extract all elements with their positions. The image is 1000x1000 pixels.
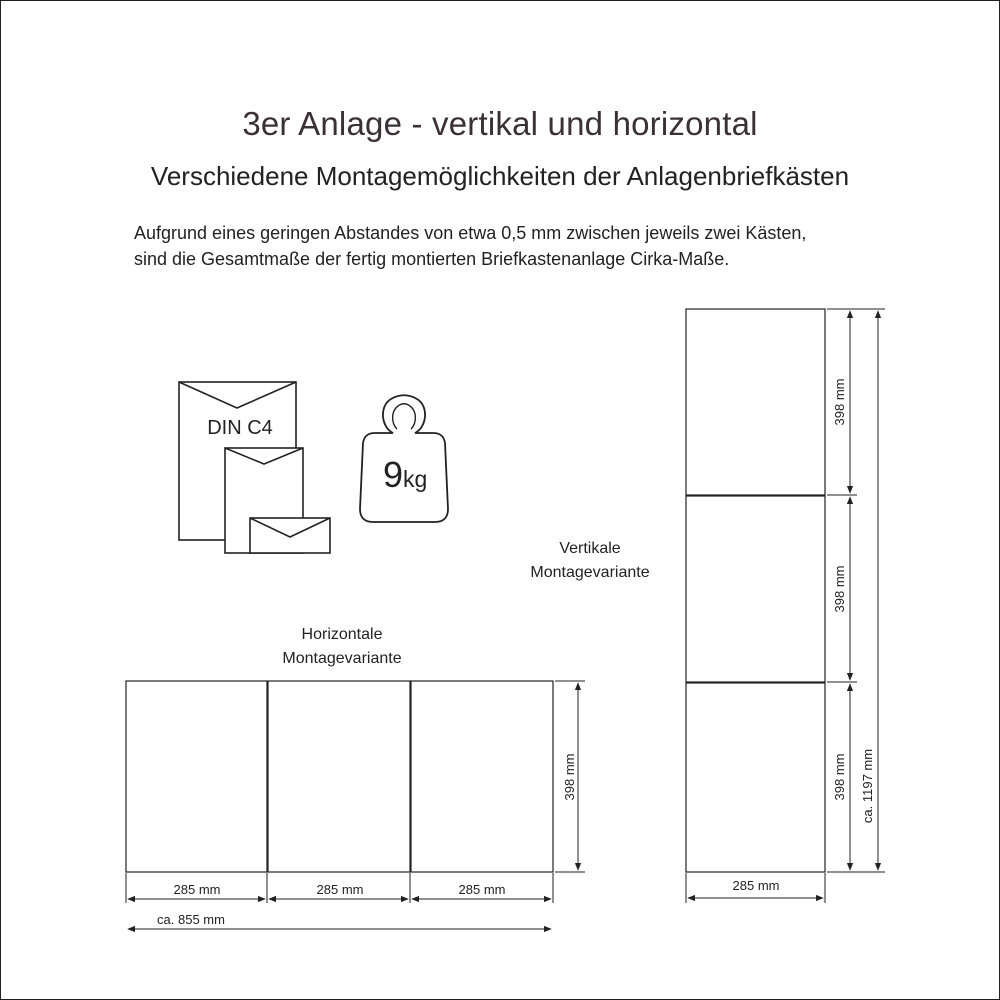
horizontal-label-line-2: Montagevariante bbox=[282, 650, 402, 667]
diagram-canvas bbox=[1, 1, 999, 999]
vertical-label-line-2: Montagevariante bbox=[530, 564, 650, 581]
envelope-label: DIN C4 bbox=[207, 417, 273, 439]
vertical-box-2 bbox=[686, 496, 825, 682]
horizontal-total-width-label: ca. 855 mm bbox=[157, 912, 225, 927]
vertical-box-1 bbox=[686, 309, 825, 495]
weight-unit: kg bbox=[403, 466, 428, 492]
horizontal-width-label-3: 285 mm bbox=[458, 882, 506, 897]
page-title: 3er Anlage - vertikal und horizontal bbox=[242, 105, 758, 142]
info-note-line-2: sind die Gesamtmaße der fertig montierten Briefkastenanlage Cirka-Maße. bbox=[134, 249, 730, 269]
page-subtitle: Verschiedene Montagemöglichkeiten der Anlagenbriefkästen bbox=[150, 161, 850, 191]
vertical-box-3 bbox=[686, 683, 825, 872]
weight-icon bbox=[360, 395, 448, 522]
horizontal-width-label-2: 285 mm bbox=[316, 882, 364, 897]
vertical-height-label-3: 398 mm bbox=[832, 753, 847, 801]
vertical-width-label: 285 mm bbox=[732, 878, 780, 893]
horizontal-height-label: 398 mm bbox=[562, 753, 577, 801]
vertical-label-line-1: Vertikale bbox=[559, 540, 621, 557]
horizontal-width-label-1: 285 mm bbox=[173, 882, 221, 897]
horizontal-label-line-1: Horizontale bbox=[301, 626, 383, 643]
horizontal-box-3 bbox=[411, 681, 553, 872]
info-note-line-1: Aufgrund eines geringen Abstandes von etwa 0,5 mm zwischen jeweils zwei Kästen, bbox=[134, 223, 807, 243]
vertical-height-label-1: 398 mm bbox=[832, 378, 847, 426]
horizontal-box-1 bbox=[126, 681, 267, 872]
weight-value: 9 bbox=[383, 454, 404, 495]
vertical-height-label-2: 398 mm bbox=[832, 565, 847, 613]
vertical-total-height-label: ca. 1197 mm bbox=[860, 748, 875, 824]
envelope-icon bbox=[179, 382, 330, 553]
horizontal-box-2 bbox=[268, 681, 410, 872]
